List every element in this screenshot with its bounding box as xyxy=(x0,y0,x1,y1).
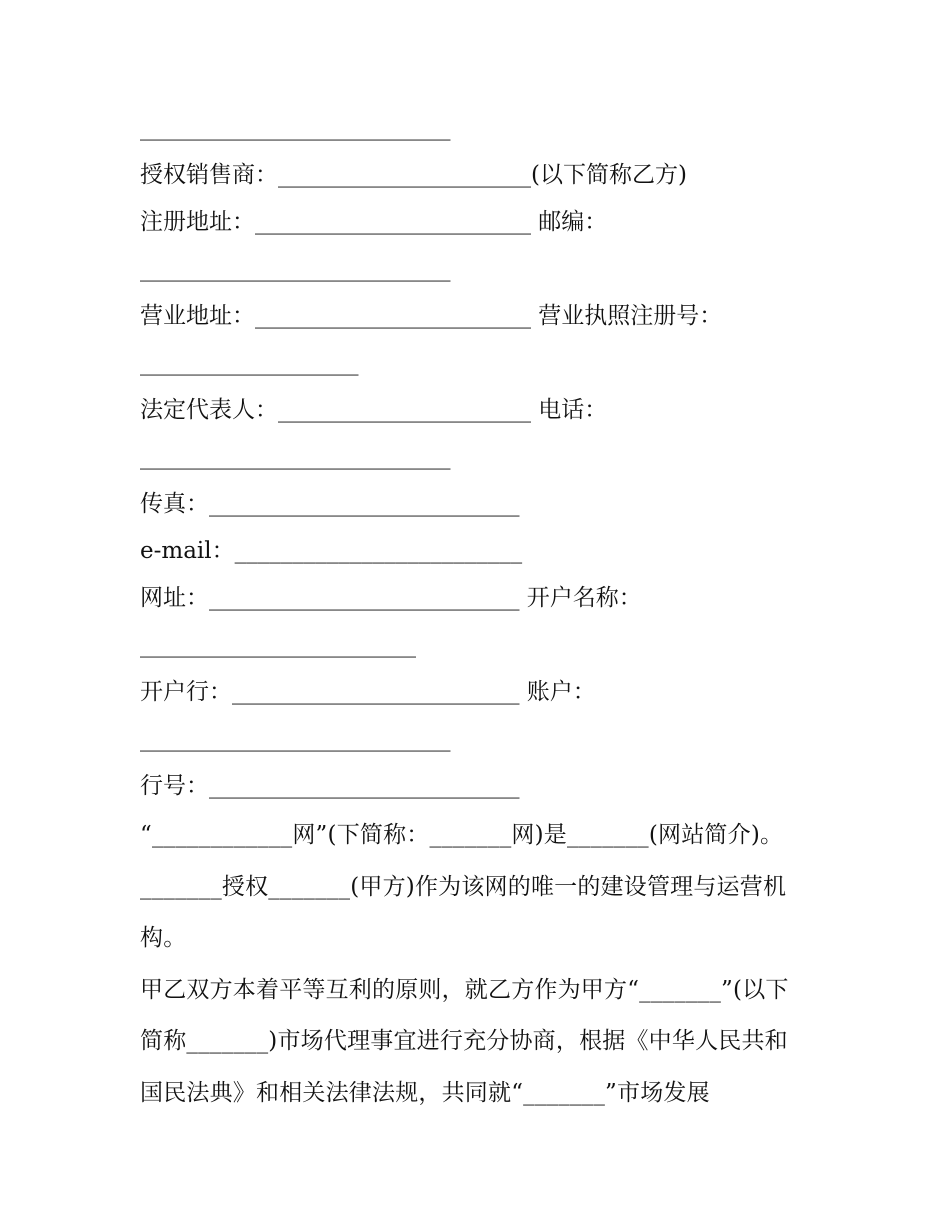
website-line: 网址：___________________________ 开户名称： xyxy=(140,585,642,611)
legal-representative-line: 法定代表人：______________________ 电话： xyxy=(140,397,608,423)
business-address-line: 营业地址：________________________ 营业执照注册号： xyxy=(140,303,723,329)
document-body xyxy=(140,105,810,1119)
account-name-blank-line: ________________________ xyxy=(140,632,416,658)
email-line: e-mail：_________________________ xyxy=(140,538,523,564)
bank-number-line: 行号：___________________________ xyxy=(140,773,520,799)
registered-address-line: 注册地址：________________________ 邮编： xyxy=(140,209,608,235)
postcode-blank-line: ___________________________ xyxy=(140,256,451,282)
phone-blank-line: ___________________________ xyxy=(140,444,451,470)
license-number-blank-line: ___________________ xyxy=(140,350,359,376)
authorized-dealer-line: 授权销售商：______________________(以下简称乙方) xyxy=(140,162,687,188)
agreement-paragraph: 甲乙双方本着平等互利的原则，就乙方作为甲方“_______”(以下简称_______)市场代理事宜进行充分协商，根据《中华人民共和国民法典》和相关法律法规，共同就“_______”市场发展 xyxy=(140,976,789,1106)
fax-line: 传真：___________________________ xyxy=(140,491,520,517)
bank-line: 开户行：_________________________ 账户： xyxy=(140,679,596,705)
account-blank-line: ___________________________ xyxy=(140,726,451,752)
blank-line-top: ___________________________ xyxy=(140,115,451,141)
intro-paragraph: “____________网”(下简称：_______网)是_______(网站简介)。_______授权_______(甲方)作为该网的唯一的建设管理与运营机构。 xyxy=(140,822,787,951)
